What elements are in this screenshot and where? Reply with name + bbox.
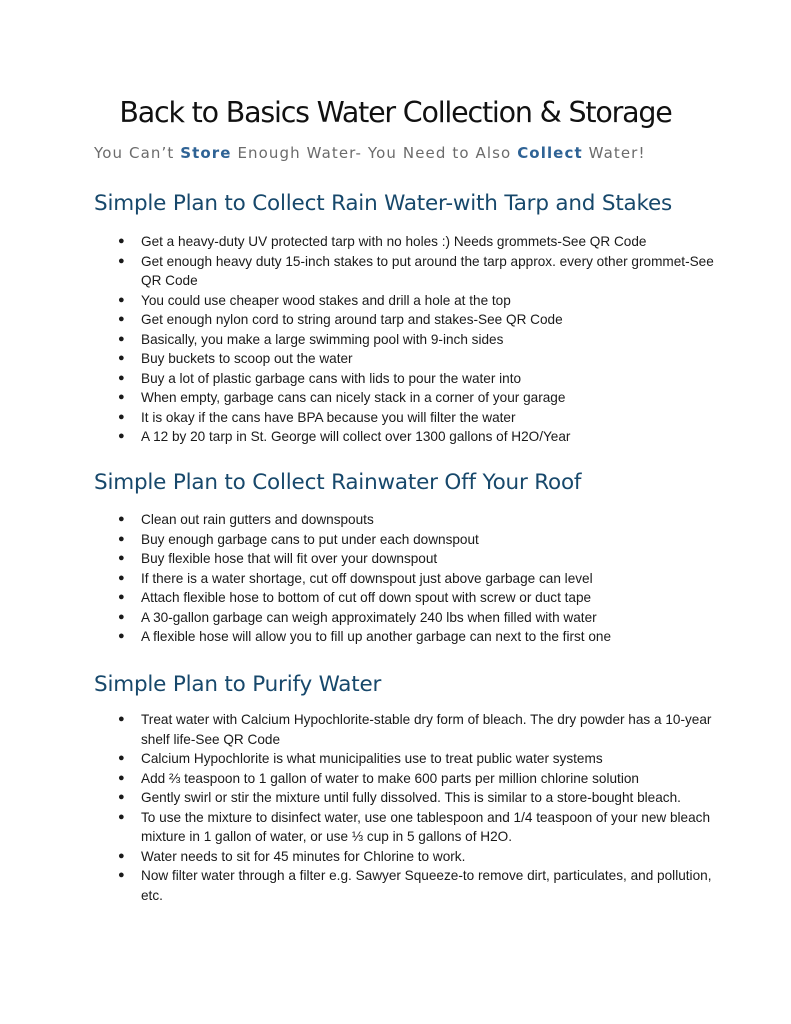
subtitle-text-2: Enough Water- You Need to Also (231, 144, 518, 162)
list-item (118, 349, 718, 369)
list-item (118, 330, 718, 350)
list-item (118, 510, 718, 530)
subtitle-emphasis-collect: Collect (517, 144, 583, 162)
list-item (118, 427, 718, 447)
list-item (118, 569, 718, 589)
bullet-icon: ● (118, 391, 125, 403)
list-item-text: A flexible hose will allow you to fill up another garbage can next to the first one (141, 629, 612, 644)
list-item-text: Buy flexible hose that will fit over your downspout (141, 551, 438, 566)
list-item-text: To use the mixture to disinfect water, use one tablespoon and 1/4 teaspoon of your new bleach mixture in 1 gallon of water, or use ⅓ cup in 5 gallons of H2O. (141, 809, 711, 844)
bullet-icon: ● (118, 313, 125, 325)
list-item-text: Buy buckets to scoop out the water (141, 351, 353, 366)
subtitle-text-3: Water! (582, 144, 646, 162)
subtitle-text-1: You Can’t (94, 144, 181, 162)
list-item-text: You could use cheaper wood stakes and drill a hole at the top (141, 292, 511, 308)
bullet-icon: ● (118, 410, 125, 423)
bullet-icon: ● (118, 552, 125, 564)
list-item (118, 808, 718, 847)
list-item (118, 608, 718, 628)
list-item (118, 788, 718, 808)
bullet-icon: ● (118, 293, 125, 306)
bullet-icon: ● (118, 254, 125, 267)
list-item (118, 847, 718, 867)
list-item-text: A 30-gallon garbage can weigh approximately 240 lbs when filled with water (141, 609, 597, 625)
list-item-text: If there is a water shortage, cut off downspout just above garbage can level (141, 570, 593, 586)
bullet-icon: ● (118, 610, 125, 623)
bullet-icon: ● (118, 235, 125, 247)
list-item (118, 310, 718, 330)
section-heading-tarp: Simple Plan to Collect Rain Water-with Tarp and Stakes (94, 191, 673, 216)
bullet-icon: ● (118, 810, 125, 823)
subtitle-emphasis-store: Store (180, 144, 232, 162)
page-subtitle (94, 144, 646, 162)
list-item (118, 866, 718, 905)
list-item (118, 588, 718, 608)
section-heading-roof: Simple Plan to Collect Rainwater Off Your Roof (94, 470, 582, 495)
bullet-icon: ● (118, 332, 125, 345)
bullet-icon: ● (118, 532, 125, 545)
list-item (118, 369, 718, 389)
list-item-text: Basically, you make a large swimming pool with 9-inch sides (141, 331, 504, 347)
list-item-text: Get enough nylon cord to string around tarp and stakes-See QR Code (141, 312, 563, 327)
section-heading-purify: Simple Plan to Purify Water (94, 672, 382, 697)
list-item (118, 710, 718, 749)
list-item (118, 549, 718, 569)
bullet-icon: ● (118, 791, 125, 803)
list-item-text: Clean out rain gutters and downspouts (141, 512, 374, 527)
list-item-text: Now filter water through a filter e.g. Sawyer Squeeze-to remove dirt, particulates, and pollution, etc. (141, 868, 712, 903)
bullet-icon: ● (118, 630, 125, 642)
list-item (118, 232, 718, 252)
bullet-icon: ● (118, 771, 125, 784)
list-item-text: When empty, garbage cans can nicely stack in a corner of your garage (141, 390, 566, 405)
bullet-icon: ● (118, 869, 125, 881)
list-item-text: Add ⅔ teaspoon to 1 gallon of water to make 600 parts per million chlorine solution (141, 770, 639, 786)
list-item (118, 769, 718, 789)
list-item (118, 408, 718, 428)
list-item (118, 252, 718, 291)
bullet-icon: ● (118, 430, 125, 442)
list-item-text: Get enough heavy duty 15-inch stakes to put around the tarp approx. every other grommet-See QR Code (141, 253, 714, 288)
list-item-text: It is okay if the cans have BPA because you will filter the water (141, 409, 516, 425)
list-item (118, 291, 718, 311)
bullet-icon: ● (118, 591, 125, 603)
list-item-text: Gently swirl or stir the mixture until fully dissolved. This is similar to a store-bought bleach. (141, 790, 681, 805)
list-item (118, 627, 718, 647)
bullet-icon: ● (118, 752, 125, 764)
bullet-icon: ● (118, 513, 125, 525)
list-item-text: Buy enough garbage cans to put under each downspout (141, 531, 479, 547)
list-item-text: Get a heavy-duty UV protected tarp with no holes :) Needs grommets-See QR Code (141, 234, 647, 249)
list-item (118, 749, 718, 769)
list-item-text: Attach flexible hose to bottom of cut off down spout with screw or duct tape (141, 590, 592, 605)
list-item-text: A 12 by 20 tarp in St. George will collect over 1300 gallons of H2O/Year (141, 429, 571, 444)
bullet-icon: ● (118, 371, 125, 384)
bullet-icon: ● (118, 849, 125, 862)
list-item-text: Treat water with Calcium Hypochlorite-stable dry form of bleach. The dry powder has a 10-year shelf life-See QR Code (141, 712, 712, 747)
list-item (118, 388, 718, 408)
page-title: Back to Basics Water Collection & Storage (119, 96, 672, 129)
bullet-list-roof (118, 510, 718, 647)
bullet-icon: ● (118, 571, 125, 584)
list-item (118, 530, 718, 550)
list-item-text: Calcium Hypochlorite is what municipalities use to treat public water systems (141, 751, 603, 766)
list-item-text: Water needs to sit for 45 minutes for Chlorine to work. (141, 848, 466, 864)
bullet-list-tarp (118, 232, 718, 447)
bullet-icon: ● (118, 352, 125, 364)
bullet-icon: ● (118, 713, 125, 725)
list-item-text: Buy a lot of plastic garbage cans with lids to pour the water into (141, 370, 522, 386)
bullet-list-purify (118, 710, 718, 905)
